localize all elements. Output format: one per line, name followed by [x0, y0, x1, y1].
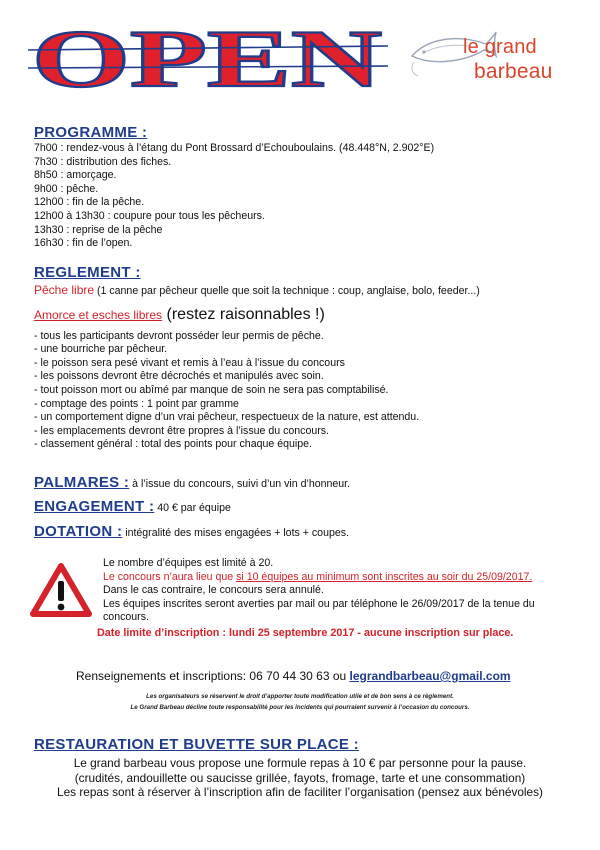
- restauration-line: (crudités, andouillette ou saucisse grillée, fayots, fromage, tarte et une consommation): [74, 770, 526, 785]
- programme-item: 16h30 : fin de l’open.: [34, 237, 133, 250]
- brand-name-line1: le grand: [463, 36, 537, 58]
- programme-item: 13h30 : reprise de la pêche: [34, 223, 163, 236]
- engagement-text: 40 € par équipe: [154, 502, 231, 514]
- programme-item: 7h30 : distribution des fiches.: [34, 155, 172, 168]
- palmares-line: [34, 474, 350, 492]
- programme-item: 12h00 à 13h30 : coupure pour tous les pêcheurs.: [34, 209, 265, 222]
- header: [28, 20, 588, 95]
- rule-item: - les emplacements devront être propres à l’issue du concours.: [34, 424, 330, 437]
- programme-list: [34, 142, 434, 251]
- restauration-line: Les repas sont à réserver à l’inscription afin de faciliter l’organisation (pensez aux bénévoles): [57, 785, 543, 799]
- warning-icon: [30, 563, 92, 618]
- programme-title: PROGRAMME :: [34, 124, 148, 141]
- rule-item: - tous les participants devront posséder leur permis de pêche.: [34, 329, 324, 342]
- rule-item: - les poissons devront être décrochés et manipulés avec soin.: [34, 370, 324, 383]
- open-title-logo: [28, 20, 388, 95]
- palmares-text: à l’issue du concours, suivi d’un vin d’honneur.: [129, 478, 351, 490]
- warning-line2: [103, 571, 573, 585]
- reglement-title: REGLEMENT :: [34, 264, 141, 281]
- open-title-text: OPEN: [32, 20, 382, 95]
- deadline-notice: Date limite d’inscription : lundi 25 septembre 2017 - aucune inscription sur place.: [97, 627, 514, 639]
- programme-item: 7h00 : rendez-vous à l’étang du Pont Brossard d’Echouboulains. (48.448°N, 2.902°E): [34, 142, 435, 154]
- amorce-line: [34, 305, 480, 326]
- contact-line: [76, 669, 511, 683]
- peche-libre-detail: (1 canne par pêcheur quelle que soit la technique : coup, anglaise, bolo, feeder...): [94, 285, 480, 297]
- reglement-section: [34, 264, 480, 452]
- rule-item: - un comportement digne d’un vrai pêcheur, respectueux de la nature, est attendu.: [34, 411, 420, 424]
- engagement-title: ENGAGEMENT :: [34, 498, 155, 515]
- programme-item: 9h00 : pêche.: [34, 182, 99, 195]
- rule-item: - une bourriche par pêcheur.: [34, 343, 168, 356]
- amorce-detail: (restez raisonnables !): [162, 305, 325, 323]
- warning-line3: Dans le cas contraire, le concours sera annulé.: [103, 584, 324, 597]
- contact-label: Renseignements et inscriptions: 06 70 44 30 63 ou: [76, 669, 350, 683]
- palmares-title: PALMARES :: [34, 474, 130, 491]
- restauration-line: Le grand barbeau vous propose une formule repas à 10 € par personne pour la pause.: [73, 756, 527, 770]
- dotation-text: intégralité des mises engagées + lots + coupes.: [122, 527, 349, 539]
- warning-line2-condition: si 10 équipes au minimum sont inscrites au soir du 25/09/2017.: [236, 570, 533, 583]
- rule-item: - comptage des points : 1 point par gramme: [34, 397, 239, 410]
- restauration-title: RESTAURATION ET BUVETTE SUR PLACE :: [34, 736, 359, 753]
- programme-item: 8h50 : amorçage.: [34, 169, 117, 182]
- contact-email-link[interactable]: legrandbarbeau@gmail.com: [349, 669, 511, 683]
- programme-item: 12h00 : fin de la pêche.: [34, 196, 145, 209]
- warning-text: [103, 557, 573, 625]
- peche-libre-line: [34, 284, 480, 299]
- brand-logo: [408, 26, 578, 96]
- warning-line1: Le nombre d’équipes est limité à 20.: [103, 557, 274, 569]
- restauration-body: [0, 756, 600, 800]
- dotation-line: [34, 523, 349, 541]
- peche-libre-label: Pêche libre: [34, 283, 95, 297]
- warning-line4: Les équipes inscrites seront averties par mail ou par téléphone le 26/09/2017 de la tenue du concours.: [103, 597, 535, 624]
- disclaimer-line1: Les organisateurs se réservent le droit d’apporter toute modification utile et de bon sens à ce règlement.: [146, 693, 454, 700]
- engagement-line: [34, 498, 231, 516]
- brand-name-line2: barbeau: [474, 60, 553, 83]
- rule-item: - classement général : total des points pour chaque équipe.: [34, 438, 312, 451]
- dotation-title: DOTATION :: [34, 523, 123, 540]
- rule-item: - tout poisson mort ou abîmé par manque de soin ne sera pas comptabilisé.: [34, 383, 389, 396]
- warning-line2-prefix: Le concours n’aura lieu que: [103, 570, 237, 583]
- rule-item: - le poisson sera pesé vivant et remis à l’eau à l’issue du concours: [34, 356, 345, 369]
- programme-section: [34, 124, 434, 251]
- rules-list: [34, 330, 480, 452]
- amorce-label: Amorce et esches libres: [34, 307, 163, 322]
- disclaimer-line2: Le Grand Barbeau décline toute responsabilité pour les incidents qui pourraient survenir à l’occasion du concours.: [130, 704, 470, 711]
